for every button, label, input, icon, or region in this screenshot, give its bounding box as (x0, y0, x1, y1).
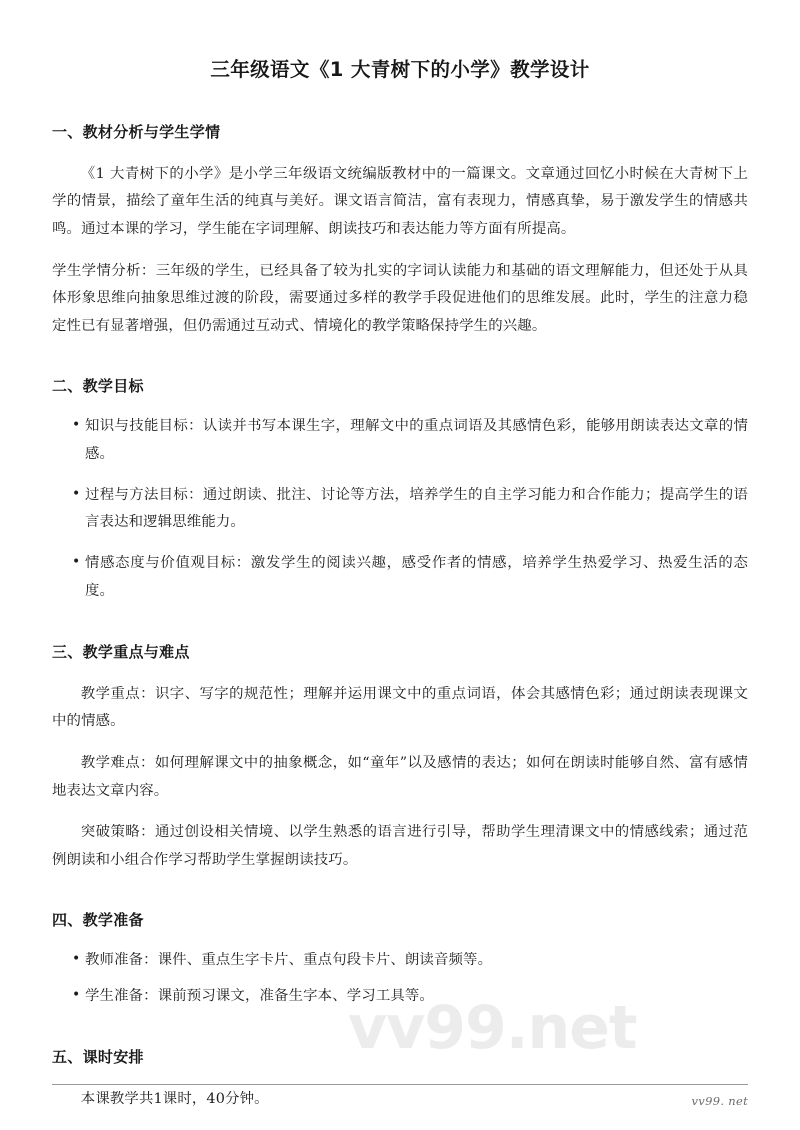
key-points-paragraph-3: 突破策略：通过创设相关情境、以学生熟悉的语言进行引导，帮助学生理清课文中的情感线索；通过范例朗读和小组合作学习帮助学生掌握朗读技巧。 (52, 824, 748, 868)
footer-site-label: vv99. net (691, 1094, 748, 1108)
analysis-paragraph-1: 《1 大青树下的小学》是小学三年级语文统编版教材中的一篇课文。文章通过回忆小时候在大青树下上学的情景，描绘了童年生活的纯真与美好。课文语言简洁，富有表现力，情感真挚，易于激发学生的情感共鸣。通过本课的学习，学生能在字词理解、朗读技巧和表达能力等方面有所提高。 (52, 165, 748, 238)
key-points-paragraph-2: 教学难点：如何理解课文中的抽象概念，如“童年”以及感情的表达；如何在朗读时能够自然、富有感情地表达文章内容。 (52, 754, 748, 799)
watermark-vv99: vv99.net (348, 993, 637, 1063)
page-title: 三年级语文《1 大青树下的小学》教学设计 (210, 58, 590, 81)
objectives-list (52, 413, 748, 605)
list-item: • 学生准备：课前预习课文，准备生字本、学习工具等。 (72, 983, 748, 1011)
list-item: • 知识与技能目标：认读并书写本课生字，理解文中的重点词语及其感情色彩，能够用朗读表达文章的情感。 (72, 413, 748, 468)
section-heading-schedule: 五、课时安排 (52, 1048, 144, 1067)
key-points-paragraph-1: 教学重点：识字、写字的规范性；理解并运用课文中的重点词语，体会其感情色彩；通过朗读表现课文中的情感。 (52, 685, 748, 730)
section-heading-preparation: 四、教学准备 (52, 910, 144, 929)
schedule-paragraph-1: 本课教学共1课时，40分钟。 (80, 1090, 269, 1107)
section-heading-analysis: 一、教材分析与学生学情 (52, 123, 221, 142)
list-item: • 情感态度与价值观目标：激发学生的阅读兴趣，感受作者的情感，培养学生热爱学习、热爱生活的态度。 (72, 550, 748, 605)
list-item: • 教师准备：课件、重点生字卡片、重点句段卡片、朗读音频等。 (72, 947, 748, 975)
list-item: • 过程与方法目标：通过朗读、批注、讨论等方法，培养学生的自主学习能力和合作能力；提高学生的语言表达和逻辑思维能力。 (72, 482, 748, 537)
section-heading-objectives: 二、教学目标 (52, 376, 144, 395)
page-footer (52, 1084, 748, 1108)
preparation-list (52, 947, 748, 1010)
footer-divider (52, 1084, 748, 1085)
section-heading-key-points: 三、教学重点与难点 (52, 643, 190, 662)
analysis-paragraph-2: 学生学情分析：三年级的学生，已经具备了较为扎实的字词认读能力和基础的语文理解能力，但还处于从具体形象思维向抽象思维过渡的阶段，需要通过多样的教学手段促进他们的思维发展。此时，学生的注意力稳定性已有显著增强，但仍需通过互动式、情境化的教学策略保持学生的兴趣。 (52, 262, 748, 335)
